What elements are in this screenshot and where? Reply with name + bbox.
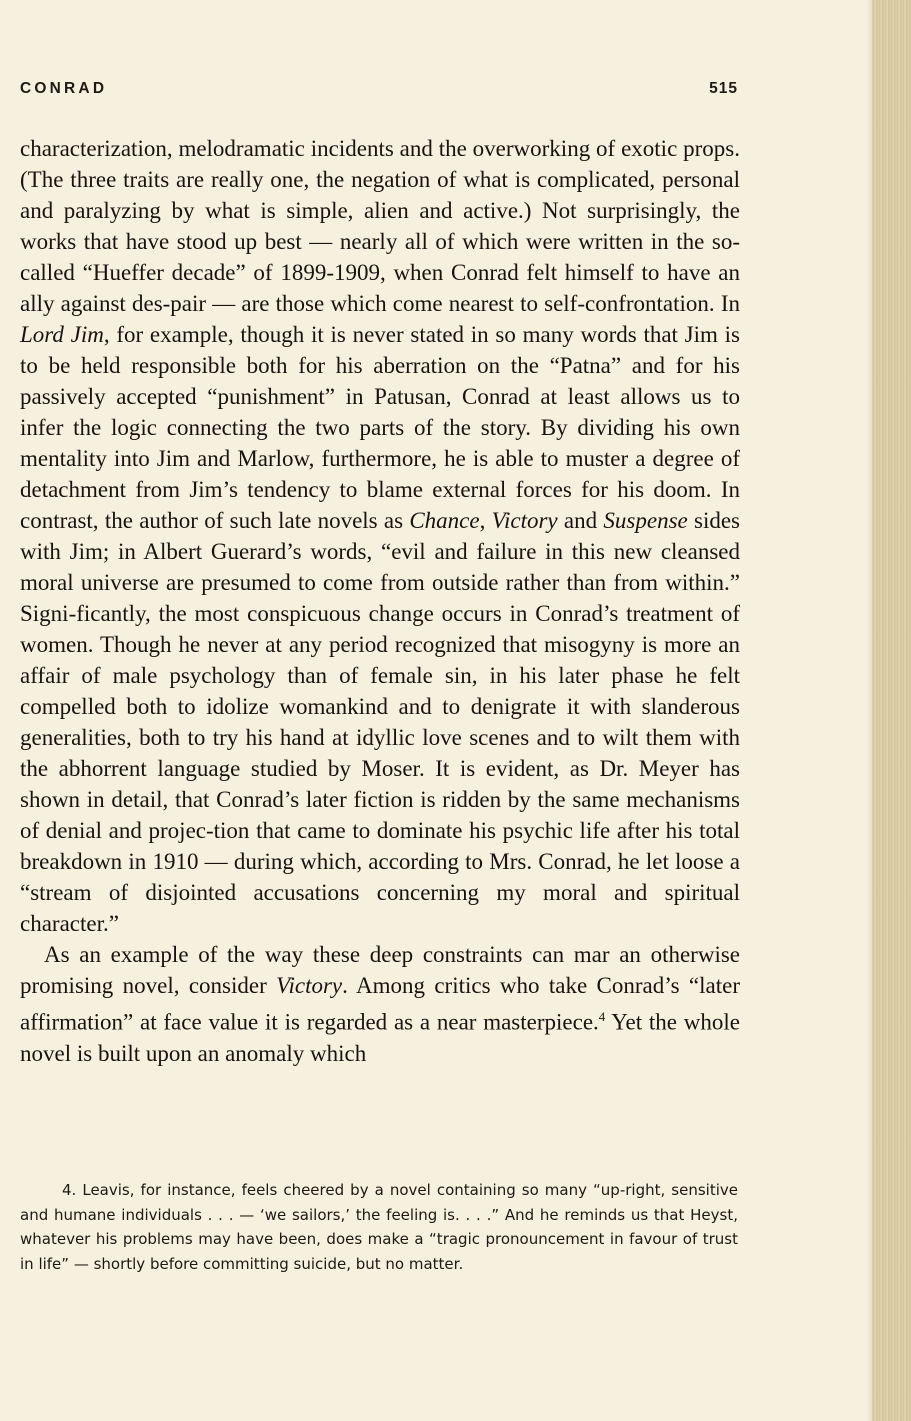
paragraph-1: characterization, melodramatic incidents and the overworking of exotic props. (The three traits are really one, the negation of what is complicated, personal and paralyzing by what is simple, alien and active.) Not surprisingly, the works that have stood up best — nearly all of which were written in the so-called “Hueffer decade” of 1899-1909, when Conrad felt himself to have an ally against des-pair — are those which come nearest to self-confrontation. In Lord Jim, for example, though it is never stated in so many words that Jim is to be held responsible both for his aberration on the “Patna” and for his passively accepted “punishment” in Patusan, Conrad at least allows us to infer the logic connecting the two parts of the story. By dividing his own mentality into Jim and Marlow, furthermore, he is able to muster a degree of detachment from Jim’s tendency to blame external forces for his doom. In contrast, the author of such late novels as Chance, Victory and Suspense sides with Jim; in Albert Guerard’s words, “evil and failure in this new cleansed moral universe are presumed to come from outside rather than from within.” Signi-ficantly, the most conspicuous change occurs in Conrad’s treatment of women. Though he never at any period recognized that misogyny is more an affair of male psychology than of female sin, in his later phase he felt compelled both to idolize womankind and to denigrate it with slanderous generalities, both to try his hand at idyllic love scenes and to wilt them with the abhorrent language studied by Moser. It is evident, as Dr. Meyer has shown in detail, that Conrad’s later fiction is ridden by the same mechanisms of denial and projec-tion that came to dominate his psychic life after his total breakdown in 1910 — during which, according to Mrs. Conrad, he let loose a “stream of disjointed accusations concerning my moral and spiritual character.” (20, 136, 741, 936)
title-lord-jim: Lord Jim (20, 322, 104, 347)
title-victory: Victory (491, 508, 558, 533)
footnote-reference: 4 (598, 1009, 606, 1024)
footnote: 4. Leavis, for instance, feels cheered by a novel containing so many “up-right, sensitive and humane individuals . . . — ‘we sailors,’ the feeling is. . . .” And he reminds us that Heyst, whatever his problems may have been, does make a “tragic pronouncement in favour of trust in life” — shortly before committing suicide, but no matter. (20, 1181, 738, 1273)
title-chance: Chance (409, 508, 480, 533)
body-text (20, 133, 740, 1069)
title-suspense: Suspense (603, 508, 688, 533)
running-header (20, 80, 738, 104)
book-page-edges (872, 0, 911, 1421)
title-victory-2: Victory (276, 973, 343, 998)
page-number: 515 (709, 80, 738, 97)
running-title: CONRAD (20, 80, 108, 97)
paragraph-2: As an example of the way these deep constraints can mar an otherwise promising novel, consider Victory. Among critics who take Conrad’s “later affirmation” at face value it is regarded as a near masterpiece.$^4$ Yet the whole novel is built upon an anomaly which (20, 942, 740, 1066)
